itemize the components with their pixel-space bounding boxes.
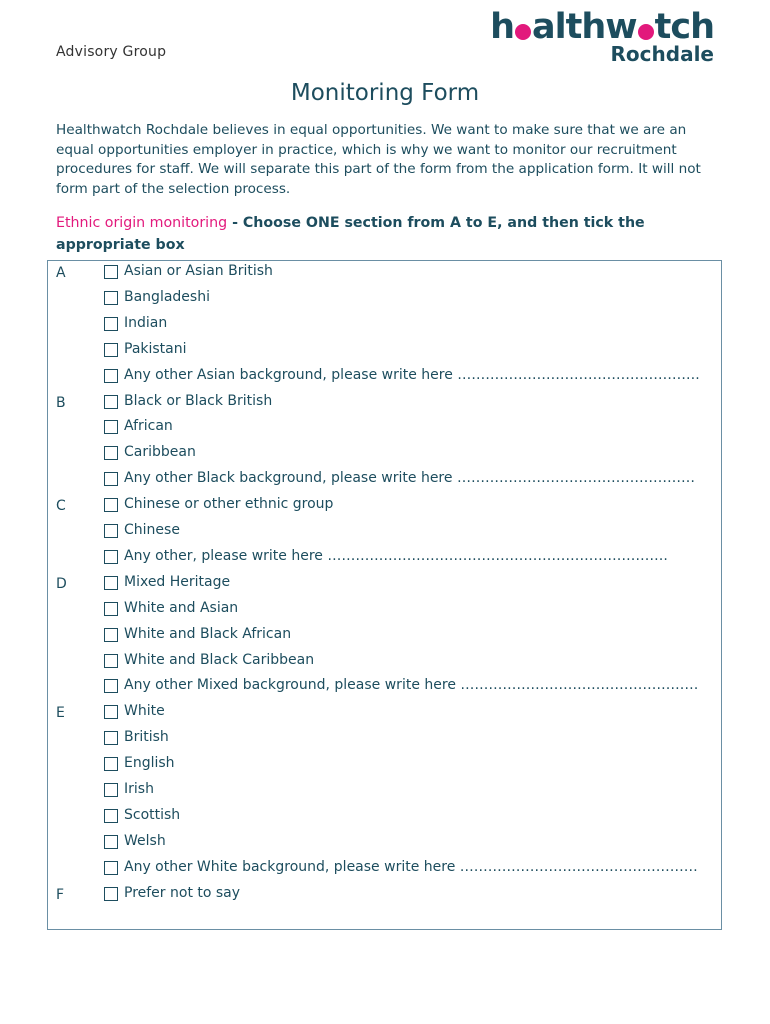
option-label: Asian or Asian British (124, 263, 273, 279)
option-row (48, 780, 721, 806)
ethnic-origin-form (47, 260, 722, 930)
option-checkbox[interactable] (104, 524, 118, 538)
option-checkbox[interactable] (104, 550, 118, 564)
option-row (48, 858, 721, 884)
header-label: Advisory Group (56, 44, 167, 60)
option-label: African (124, 418, 173, 435)
option-row (48, 728, 721, 754)
option-row (48, 806, 721, 832)
option-label: English (124, 755, 175, 772)
option-checkbox[interactable] (104, 757, 118, 771)
option-label: Any other, please write here ………………………………………………………………. (124, 547, 668, 564)
healthwatch-logo (490, 8, 714, 64)
option-checkbox[interactable] (104, 887, 118, 901)
option-label: Bangladeshi (124, 288, 210, 305)
option-row (48, 676, 721, 702)
section-letter: E (56, 705, 65, 722)
option-checkbox[interactable] (104, 420, 118, 434)
section-letter: C (56, 498, 66, 515)
option-checkbox[interactable] (104, 343, 118, 357)
logo-text-end: tch (654, 7, 714, 47)
option-label: Irish (124, 781, 154, 797)
option-row (48, 625, 721, 651)
option-row (48, 599, 721, 625)
option-checkbox[interactable] (104, 783, 118, 797)
section-heading-highlight: Ethnic origin monitoring (56, 215, 228, 231)
option-label: White and Black African (124, 625, 292, 642)
option-row (48, 754, 721, 780)
option-checkbox[interactable] (104, 654, 118, 668)
option-checkbox[interactable] (104, 809, 118, 823)
option-label: Chinese or other ethnic group (124, 496, 334, 513)
option-label: British (124, 729, 169, 746)
option-checkbox[interactable] (104, 369, 118, 383)
option-label: White and Asian (124, 599, 239, 616)
option-label: Pakistani (124, 340, 187, 357)
option-checkbox[interactable] (104, 861, 118, 875)
option-row (48, 340, 721, 366)
option-row (48, 366, 721, 392)
option-checkbox[interactable] (104, 835, 118, 849)
option-row (48, 417, 721, 443)
option-checkbox[interactable] (104, 265, 118, 279)
option-row (48, 262, 721, 288)
option-label: Caribbean (124, 444, 196, 461)
option-label: Scottish (124, 806, 181, 823)
option-label: Mixed Heritage (124, 573, 231, 590)
option-label: Any other White background, please write here …………………………………………… (124, 858, 698, 875)
intro-paragraph: Healthwatch Rochdale believes in equal opportunities. We want to make sure that we are an equal opportunities employer in practice, which is why we want to monitor our recruitment procedures for staff. We will separate this part of the form from the application form. It will not form part of the selection process. (56, 122, 701, 197)
section-heading-instructions: - Choose ONE section from A to E, and then tick the appropriate box (56, 215, 645, 253)
option-checkbox[interactable] (104, 576, 118, 590)
option-row (48, 443, 721, 469)
option-row (48, 884, 721, 910)
section-heading (56, 212, 716, 256)
option-checkbox[interactable] (104, 446, 118, 460)
option-row (48, 288, 721, 314)
option-label: Chinese (124, 522, 180, 538)
option-checkbox[interactable] (104, 731, 118, 745)
section-letter: B (56, 394, 66, 411)
logo-dot-icon (515, 24, 531, 40)
section-letter: F (56, 886, 65, 903)
logo-text-middle: althw (531, 7, 637, 47)
option-row (48, 314, 721, 340)
option-checkbox[interactable] (104, 679, 118, 693)
logo-subtitle: Rochdale (610, 42, 714, 66)
section-letter: A (56, 265, 66, 281)
logo-wordmark (490, 8, 714, 46)
option-label: White (124, 703, 165, 720)
option-row (48, 651, 721, 677)
option-row (48, 495, 721, 521)
option-label: Black or Black British (124, 392, 273, 409)
option-checkbox[interactable] (104, 628, 118, 642)
option-checkbox[interactable] (104, 395, 118, 409)
option-label: Any other Mixed background, please write here …………………………………………… (124, 677, 699, 694)
option-checkbox[interactable] (104, 705, 118, 719)
option-row (48, 392, 721, 418)
option-label: Welsh (124, 832, 166, 849)
option-label: Indian (124, 314, 168, 331)
section-letter: D (56, 575, 67, 592)
option-row (48, 832, 721, 858)
option-checkbox[interactable] (104, 472, 118, 486)
option-checkbox[interactable] (104, 317, 118, 331)
option-row (48, 469, 721, 495)
option-label: Prefer not to say (124, 884, 241, 901)
option-row (48, 521, 721, 547)
option-checkbox[interactable] (104, 291, 118, 305)
option-row (48, 573, 721, 599)
option-label: Any other Asian background, please write here ……………………………………………. (124, 366, 700, 383)
option-checkbox[interactable] (104, 602, 118, 616)
option-row (48, 702, 721, 728)
option-label: Any other Black background, please write here …………………………………………… (124, 470, 695, 487)
page-title: Monitoring Form (290, 80, 480, 106)
option-label: White and Black Caribbean (124, 651, 315, 668)
logo-text-start: h (490, 7, 514, 47)
logo-dot-icon (638, 24, 654, 40)
option-checkbox[interactable] (104, 498, 118, 512)
option-row (48, 547, 721, 573)
